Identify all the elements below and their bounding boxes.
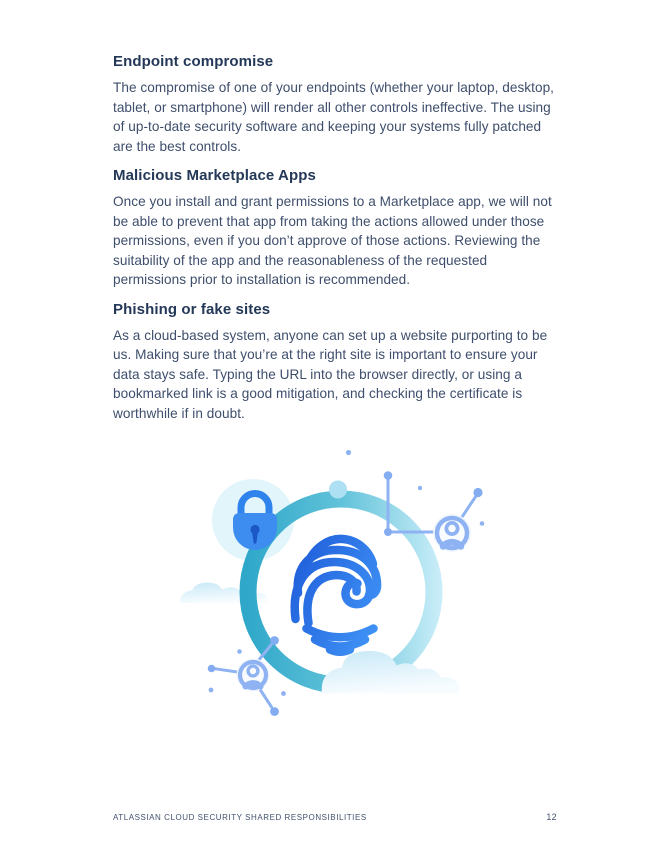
fingerprint-icon bbox=[295, 539, 377, 652]
section-heading: Malicious Marketplace Apps bbox=[113, 167, 316, 184]
text-section-phishing-or-fake-sites bbox=[113, 300, 562, 424]
footer-document-title: ATLASSIAN CLOUD SECURITY SHARED RESPONSIBILITIES bbox=[113, 813, 367, 822]
section-body: As a cloud-based system, anyone can set up a website purporting to be us. Making sure that you’re at the right site is important to ensure your data stays safe. Typing the URL into the browser directly, or using a bookmarked link is a good mitigation, and checking the certificate is worthwhile if in doubt. bbox=[113, 327, 548, 421]
user-node-icon bbox=[208, 636, 279, 716]
section-body: The compromise of one of your endpoints (whether your laptop, desktop, tablet, or smartphone) will render all other controls ineffective. The using of up-to-date security software and keeping your systems fully patched are the best controls. bbox=[113, 80, 555, 154]
text-section-endpoint-compromise bbox=[113, 52, 562, 156]
page-content bbox=[113, 52, 562, 433]
text-section-malicious-marketplace-apps bbox=[113, 166, 562, 290]
section-heading: Phishing or fake sites bbox=[113, 300, 271, 318]
section-body: Once you install and grant permissions to a Marketplace app, we will not be able to prevent that app from taking the actions allowed under those permissions, even if you don’t approve of those actions. Reviewing the suitability of the app and the reasonableness of the requested permissions prior to installation is recommended. bbox=[113, 194, 552, 287]
page-footer bbox=[113, 812, 557, 822]
security-fingerprint-illustration bbox=[165, 442, 535, 772]
cloud-icon bbox=[322, 651, 460, 694]
section-heading: Endpoint compromise bbox=[113, 53, 274, 70]
footer-page-number: 12 bbox=[546, 812, 557, 822]
ring-ball bbox=[329, 481, 347, 499]
